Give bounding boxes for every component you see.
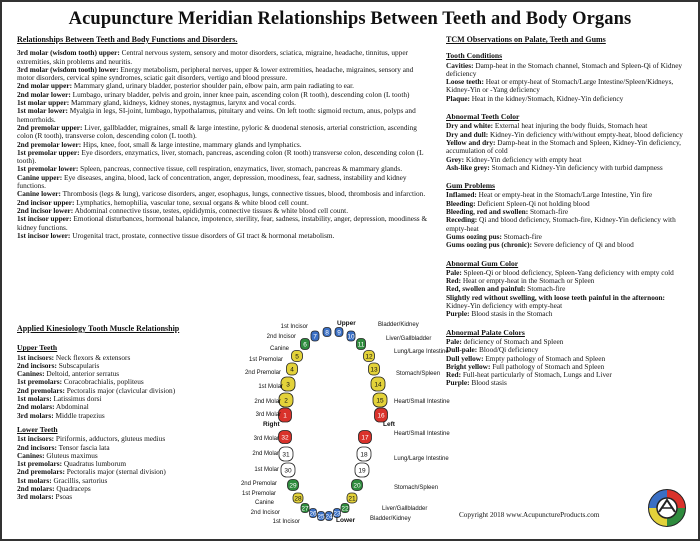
entry-value: Kidney-Yin deficiency with empty heat bbox=[464, 154, 582, 164]
entry-key: 2nd premolar upper: bbox=[17, 122, 83, 132]
diagram-label: 1st Molar bbox=[258, 384, 283, 390]
entry-key: Canine lower: bbox=[17, 189, 61, 199]
tooth-25 bbox=[317, 512, 325, 521]
tooth-number: 30 bbox=[284, 467, 292, 475]
diagram-label: 2nd Premolar bbox=[244, 370, 281, 376]
tcm-sections bbox=[446, 52, 688, 387]
diagram-label: Lower bbox=[336, 517, 356, 524]
entry-value: Heat or empty-heat in the Stomach/Large Intestine, Yin fire bbox=[476, 190, 653, 200]
entry-value: deficiency of Stomach and Spleen bbox=[461, 336, 564, 346]
entry-key: Bright yellow: bbox=[446, 361, 491, 371]
tooth-number: 14 bbox=[374, 381, 382, 389]
entry-key: Pale: bbox=[446, 267, 462, 277]
entry-value: Neck flexors & extensors bbox=[54, 352, 131, 362]
tooth-number: 23 bbox=[333, 510, 341, 518]
diagram-label: 1st Incisor bbox=[272, 519, 300, 525]
tooth-24 bbox=[325, 512, 333, 521]
entry-value: Emotional disturbances, hormonal balance, impotence, sterility, fear, sadness, instability, anger, depression, moodiness & kidney functions. bbox=[17, 214, 428, 232]
diagram-label: 2nd Molar bbox=[254, 399, 281, 405]
diagram-label: 3rd Molar bbox=[255, 412, 281, 418]
diagram-label: 1st Molar bbox=[254, 467, 279, 473]
entry-key: Yellow and dry: bbox=[446, 137, 496, 147]
entry-key: Dry and white: bbox=[446, 121, 494, 131]
section-heading: Abnormal Gum Color bbox=[446, 258, 519, 268]
entry-value: Abdominal connective tissue, testes, epididymis, connective tissues & white blood cell count. bbox=[73, 205, 349, 215]
tooth-13 bbox=[369, 363, 380, 375]
lower-teeth-list bbox=[17, 435, 242, 501]
tooth-number: 13 bbox=[370, 366, 378, 374]
tooth-number: 15 bbox=[376, 397, 384, 405]
entry bbox=[446, 62, 688, 79]
entry-key: Purple: bbox=[446, 309, 470, 319]
tooth-19 bbox=[355, 463, 369, 477]
entry-value: External heat injuring the body fluids, Stomach heat bbox=[493, 121, 648, 131]
entry-value: Abdominal bbox=[54, 402, 89, 412]
entry-value: Full-heat particularly of Stomach, Lungs and Liver bbox=[461, 370, 612, 380]
right-column bbox=[446, 36, 688, 388]
entry-key: Inflamed: bbox=[446, 190, 477, 200]
section-heading: Gum Problems bbox=[446, 181, 496, 191]
entry-key: 3rd molars: bbox=[17, 492, 54, 502]
tooth-15 bbox=[373, 393, 387, 407]
entry bbox=[17, 107, 429, 124]
entry-key: 2nd premolars: bbox=[17, 467, 65, 477]
entry-key: Grey: bbox=[446, 154, 465, 164]
entry-key: 1st molar lower: bbox=[17, 106, 68, 116]
entry bbox=[446, 95, 688, 103]
entry-value: Lumbago, urinary bladder, pelvis and groin, inner knee pain, ascending colon (R tooth), descending colon (L tooth) bbox=[70, 89, 410, 99]
diagram-label: Lung/Large Intestine bbox=[394, 456, 449, 462]
tooth-number: 20 bbox=[353, 482, 361, 490]
entry-key: Red, swollen and painful: bbox=[446, 284, 526, 294]
diagram-label: 2nd Premolar bbox=[240, 481, 277, 487]
diagram-label: Bladder/Kidney bbox=[370, 516, 411, 522]
copyright-text: Copyright 2018 www.AcupunctureProducts.com bbox=[459, 511, 600, 519]
entry-key: 1st molars: bbox=[17, 475, 52, 485]
lower-teeth-heading: Lower Teeth bbox=[17, 424, 58, 434]
entry-key: Slightly red without swelling, with loose teeth painful in the afternoon: bbox=[446, 292, 665, 302]
tooth-3 bbox=[281, 377, 295, 391]
tooth-12 bbox=[364, 351, 375, 362]
entry-key: 2nd premolars: bbox=[17, 385, 65, 395]
tooth-21 bbox=[347, 493, 357, 503]
tooth-number: 21 bbox=[348, 495, 356, 503]
entry-value: Stomach-fire bbox=[528, 207, 569, 217]
tooth-6 bbox=[301, 339, 310, 350]
entry-key: Red: bbox=[446, 276, 461, 286]
tooth-10 bbox=[347, 331, 355, 341]
diagram-label: 3rd Molar bbox=[253, 436, 279, 442]
entry-value: Stomach-fire bbox=[501, 231, 542, 241]
entry-value: Full pathology of Stomach and Spleen bbox=[490, 361, 605, 371]
entry bbox=[17, 232, 429, 240]
diagram-label: Canine bbox=[254, 500, 274, 506]
tooth-26 bbox=[309, 509, 317, 518]
entry-key: 3rd molar (wisdom tooth) lower: bbox=[17, 64, 119, 74]
left-heading: Relationships Between Teeth and Body Functions and Disorders. bbox=[17, 35, 238, 44]
entry-value: Gracillis, sartorius bbox=[51, 475, 108, 485]
tooth-number: 32 bbox=[281, 434, 289, 442]
diagram-label: Left bbox=[383, 421, 395, 428]
entry-value: Kidney-Yin deficiency with/without empty-heat, blood deficiency bbox=[488, 129, 683, 139]
entry-value: Lymphatics, hemophilia, vascular tone, sexual organs & white blood cell count. bbox=[74, 197, 309, 207]
entry-key: 1st incisor lower: bbox=[17, 230, 71, 240]
entry-key: 1st molars: bbox=[17, 394, 52, 404]
diagram-label: Heart/Small Intestine bbox=[394, 399, 450, 405]
entry-value: Myalgia in legs, SI-joint, lumbago, hypothalamus, pituitary and veins. On left tooth: sigmoid rectum, anus, polyps and hemorrhoids. bbox=[17, 106, 416, 124]
entry-value: Piriformis, adductors, gluteus medius bbox=[54, 434, 166, 444]
entry bbox=[446, 164, 688, 172]
entry-value: Psoas bbox=[53, 492, 73, 502]
entry-key: Pale: bbox=[446, 336, 462, 346]
tooth-number: 9 bbox=[337, 329, 341, 337]
entry bbox=[17, 66, 429, 83]
entry bbox=[17, 124, 429, 141]
diagram-label: 1st Premolar bbox=[241, 491, 276, 497]
diagram-label: Heart/Small Intestine bbox=[394, 431, 450, 437]
tooth-28 bbox=[293, 493, 303, 503]
entry-key: 1st incisors: bbox=[17, 434, 55, 444]
entry-key: 3rd molar (wisdom tooth) upper: bbox=[17, 48, 120, 58]
entry-key: 2nd molar lower: bbox=[17, 89, 71, 99]
page-title: Acupuncture Meridian Relationships Between Teeth and Body Organs bbox=[68, 9, 632, 29]
entry-key: 1st incisors: bbox=[17, 352, 55, 362]
entry-value: Quadratus lumborum bbox=[62, 459, 127, 469]
entry-key: 2nd molar upper: bbox=[17, 81, 73, 91]
tooth-5 bbox=[292, 351, 303, 362]
diagram-label: 2nd Incisor bbox=[266, 334, 296, 340]
entry bbox=[446, 294, 688, 311]
entry-value: Deficient Spleen-Qi not holding blood bbox=[475, 198, 590, 208]
tooth-18 bbox=[357, 447, 371, 461]
diagram-label: Stomach/Spleen bbox=[396, 371, 441, 377]
tooth-number: 22 bbox=[341, 505, 349, 513]
tooth-number: 26 bbox=[309, 510, 317, 518]
entry-value: Subscapularis bbox=[56, 360, 100, 370]
entry-value: Damp-heat in the Stomach and Spleen, Kidney-Yin deficiency, accumulation of cold bbox=[446, 137, 682, 156]
tooth-number: 4 bbox=[290, 366, 294, 374]
entry-value: Heat or empty-heat of Stomach/Large Intestine/Spleen/Kidneys, Kidney-Yin or -Yang deficiency bbox=[446, 77, 674, 95]
section-heading: Abnormal Teeth Color bbox=[446, 112, 520, 122]
left-column bbox=[17, 36, 429, 240]
entry-value: Liver, gallbladder, migraines, small & large intestine, pyloric & duodenal stenosis, arterial constriction, ascending colon (R tooth), transverse colon, descending colon (L tooth). bbox=[17, 122, 417, 141]
entry bbox=[17, 215, 429, 232]
diagram-label: 1st Premolar bbox=[248, 357, 283, 363]
tooth-number: 3 bbox=[286, 381, 290, 389]
diagram-label: Stomach/Spleen bbox=[394, 485, 439, 491]
tooth-number: 16 bbox=[377, 412, 385, 420]
entry-value: Spleen-Qi or blood deficiency, Spleen-Yang deficiency with empty cold bbox=[461, 267, 674, 277]
diagram-label: Lung/Large Intestine bbox=[394, 349, 449, 355]
entry-value: Urogenital tract, prostate, connective tissue disorders of GI tract & hormonal metabolism. bbox=[70, 230, 335, 240]
entry bbox=[17, 174, 429, 191]
diagram-label: Liver/Gallbladder bbox=[386, 336, 432, 342]
entry-value: Mammary gland, urinary bladder, posterior shoulder pain, elbow pain, arm pain radiating to ear. bbox=[72, 81, 354, 91]
tooth-32 bbox=[279, 431, 292, 444]
kinesiology-heading: Applied Kinesiology Tooth Muscle Relationship bbox=[17, 324, 180, 333]
entry-value: Blood/Qi deficiency bbox=[477, 345, 539, 355]
diagram-label: Upper bbox=[337, 320, 356, 327]
entry-value: Eye diseases, angina, blood, lack of concentration, anger, depression, moodiness, fear, sadness, instability and kidney functions. bbox=[17, 172, 407, 191]
tooth-2 bbox=[279, 393, 293, 407]
entry-key: Gums oozing pus: bbox=[446, 231, 502, 241]
entry-value: Energy metabolism, peripheral nerves, upper & lower extremities, headache, migraines, sensory and motor disorders, cervical spine syndromes, sciatic gait disorders, vertigo and blood pressure. bbox=[17, 64, 414, 83]
entry-key: 2nd incisor lower: bbox=[17, 205, 74, 215]
entry-key: Dull-pale: bbox=[446, 345, 478, 355]
entry-value: Severe deficiency of Qi and blood bbox=[532, 240, 634, 250]
entry bbox=[446, 310, 688, 318]
tooth-9 bbox=[335, 328, 343, 337]
diagram-label: 2nd Molar bbox=[252, 451, 279, 457]
tooth-27 bbox=[301, 504, 309, 513]
tooth-7 bbox=[311, 331, 319, 341]
entry-value: Thrombosis (legs & lung), varicose disorders, anger, esophagus, lungs, connective tissues, blood, thrombosis and infarction. bbox=[60, 189, 426, 199]
tooth-29 bbox=[288, 480, 299, 491]
tooth-22 bbox=[341, 504, 349, 513]
tooth-17 bbox=[359, 431, 372, 444]
entry-key: 1st premolars: bbox=[17, 377, 63, 387]
entry-value: Stomach and Kidney-Yin deficiency with turbid dampness bbox=[489, 162, 663, 172]
entry-value: Damp-heat in the Stomach channel, Stomach and Spleen-Qi of Kidney deficiency bbox=[446, 60, 683, 78]
tooth-number: 18 bbox=[360, 451, 368, 459]
entry-value: Central nervous system, sensory and motor disorders, sciatica, migraine, headache, tinnitus, upper extremities, skin problems and neuritis. bbox=[17, 48, 408, 66]
entry-value: Blood stasis in the Stomach bbox=[469, 309, 553, 319]
tooth-number: 17 bbox=[361, 434, 369, 442]
tooth-16 bbox=[375, 408, 388, 422]
entry bbox=[446, 379, 688, 387]
upper-teeth-heading: Upper Teeth bbox=[17, 343, 58, 353]
entry bbox=[446, 78, 688, 95]
entry bbox=[446, 139, 688, 156]
entry-key: 2nd premolar lower: bbox=[17, 139, 82, 149]
tooth-31 bbox=[279, 447, 293, 461]
diagram-label: 1st Incisor bbox=[280, 324, 308, 330]
entry-value: Deltoid, anterior serratus bbox=[44, 369, 120, 379]
entry-value: Latissimus dorsi bbox=[51, 394, 102, 404]
entry-key: 2nd incisors: bbox=[17, 442, 57, 452]
tooth-20 bbox=[352, 480, 363, 491]
entry-key: Purple: bbox=[446, 378, 470, 388]
entry-value: Gluteus maximus bbox=[44, 450, 98, 460]
tooth-30 bbox=[281, 463, 295, 477]
diagram-label: Liver/Gallbladder bbox=[382, 506, 428, 512]
tooth-11 bbox=[357, 339, 366, 350]
entry-value: Tensor fascia lata bbox=[56, 442, 110, 452]
entry-key: Canine upper: bbox=[17, 172, 63, 182]
tooth-4 bbox=[287, 363, 298, 375]
entry-key: Ash-like grey: bbox=[446, 162, 490, 172]
entry-key: 1st premolar upper: bbox=[17, 147, 80, 157]
entry-key: Dry and dull: bbox=[446, 129, 489, 139]
entry-value: Stomach-fire bbox=[525, 284, 566, 294]
entry-key: Canines: bbox=[17, 450, 45, 460]
entry-key: Bleeding, red and swollen: bbox=[446, 207, 529, 217]
entry-value: Kidney-Yin deficiency with empty-heat bbox=[446, 301, 563, 311]
tooth-8 bbox=[323, 328, 331, 337]
entry-value: Pectoralis major (sternal division) bbox=[64, 467, 166, 477]
tooth-number: 25 bbox=[317, 513, 325, 521]
tooth-number: 31 bbox=[282, 451, 290, 459]
diagram-label: Canine bbox=[269, 346, 289, 352]
entry bbox=[446, 216, 688, 233]
entry-key: 1st premolar lower: bbox=[17, 164, 79, 174]
right-heading: TCM Observations on Palate, Teeth and Gums bbox=[446, 35, 606, 44]
entry-value: Hips, knee, foot, small & large intestine, mammary glands and lymphatics. bbox=[81, 139, 302, 149]
kinesiology-column bbox=[17, 325, 242, 502]
entry-value: Pectoralis major (clavicular division) bbox=[64, 385, 176, 395]
entry-key: 2nd incisor upper: bbox=[17, 197, 75, 207]
entry-value: Quadraceps bbox=[54, 484, 91, 494]
entry-value: Heat or empty-heat in the Stomach or Spleen bbox=[461, 276, 595, 286]
tooth-14 bbox=[371, 377, 385, 391]
entry-key: 2nd incisors: bbox=[17, 360, 57, 370]
entry-key: Gums oozing pus (chronic): bbox=[446, 240, 533, 250]
tooth-number: 7 bbox=[313, 333, 317, 341]
tooth-number: 8 bbox=[325, 329, 329, 337]
entry-value: Qi and blood deficiency, Stomach-fire, Kidney-Yin deficiency with empty-heat bbox=[446, 215, 676, 233]
entry bbox=[17, 149, 429, 166]
entry-value: Spleen, pancreas, connective tissue, cell respiration, enzymatics, liver, stomach, pancreas & mammary glands. bbox=[78, 164, 403, 174]
entry-key: Bleeding: bbox=[446, 198, 476, 208]
diagram-label: 2nd Incisor bbox=[250, 510, 280, 516]
entry-key: 3rd molars: bbox=[17, 410, 54, 420]
entry-key: Loose teeth: bbox=[446, 77, 484, 87]
entry bbox=[17, 412, 242, 420]
relationship-list bbox=[17, 49, 429, 240]
entry bbox=[17, 493, 242, 501]
tooth-number: 19 bbox=[358, 467, 366, 475]
tooth-number: 29 bbox=[289, 482, 297, 490]
tooth-number: 2 bbox=[284, 397, 288, 405]
section-heading: Tooth Conditions bbox=[446, 51, 503, 61]
tooth-number: 28 bbox=[294, 495, 302, 503]
yin-yang-acupuncture-logo-icon bbox=[647, 488, 687, 528]
tooth-number: 6 bbox=[303, 341, 307, 349]
tooth-number: 27 bbox=[301, 505, 309, 513]
diagram-label: Right bbox=[263, 421, 280, 428]
tooth-number: 5 bbox=[295, 353, 299, 361]
entry-key: 2nd molars: bbox=[17, 484, 55, 494]
tooth-number: 24 bbox=[325, 513, 333, 521]
tooth-number: 12 bbox=[365, 353, 373, 361]
entry-value: Eye disorders, enzymatics, liver, stomach, pancreas, ascending colon (R tooth) transverse colon, descending colon (L tooth). bbox=[17, 147, 424, 166]
entry-value: Heat in the kidney/Stomach, Kidney-Yin deficiency bbox=[469, 93, 624, 103]
entry-value: Mammary gland, kidneys, kidney stones, nystagmus, larynx and vocal cords. bbox=[69, 98, 296, 108]
entry-key: Cavities: bbox=[446, 60, 474, 70]
section-heading: Abnormal Palate Colors bbox=[446, 327, 525, 337]
entry-key: Canines: bbox=[17, 369, 45, 379]
tooth-number: 10 bbox=[347, 333, 355, 341]
entry-key: 1st incisor upper: bbox=[17, 214, 72, 224]
entry-value: Middle trapezius bbox=[53, 410, 105, 420]
entry bbox=[17, 49, 429, 66]
tooth-number: 1 bbox=[283, 412, 287, 420]
entry-key: Plaque: bbox=[446, 93, 470, 103]
entry-value: Coracobrachialis, popliteus bbox=[62, 377, 144, 387]
entry-key: 1st molar upper: bbox=[17, 98, 70, 108]
entry-key: 1st premolars: bbox=[17, 459, 63, 469]
entry-key: Red: bbox=[446, 370, 461, 380]
entry-key: Receding: bbox=[446, 215, 478, 225]
entry-key: Dull yellow: bbox=[446, 353, 484, 363]
entry-key: 2nd molars: bbox=[17, 402, 55, 412]
entry bbox=[446, 241, 688, 249]
entry-value: Empty pathology of Stomach and Spleen bbox=[483, 353, 606, 363]
tooth-number: 11 bbox=[357, 341, 365, 349]
upper-teeth-list bbox=[17, 354, 242, 420]
entry-value: Blood stasis bbox=[469, 378, 507, 388]
diagram-label: Bladder/Kidney bbox=[378, 322, 419, 328]
